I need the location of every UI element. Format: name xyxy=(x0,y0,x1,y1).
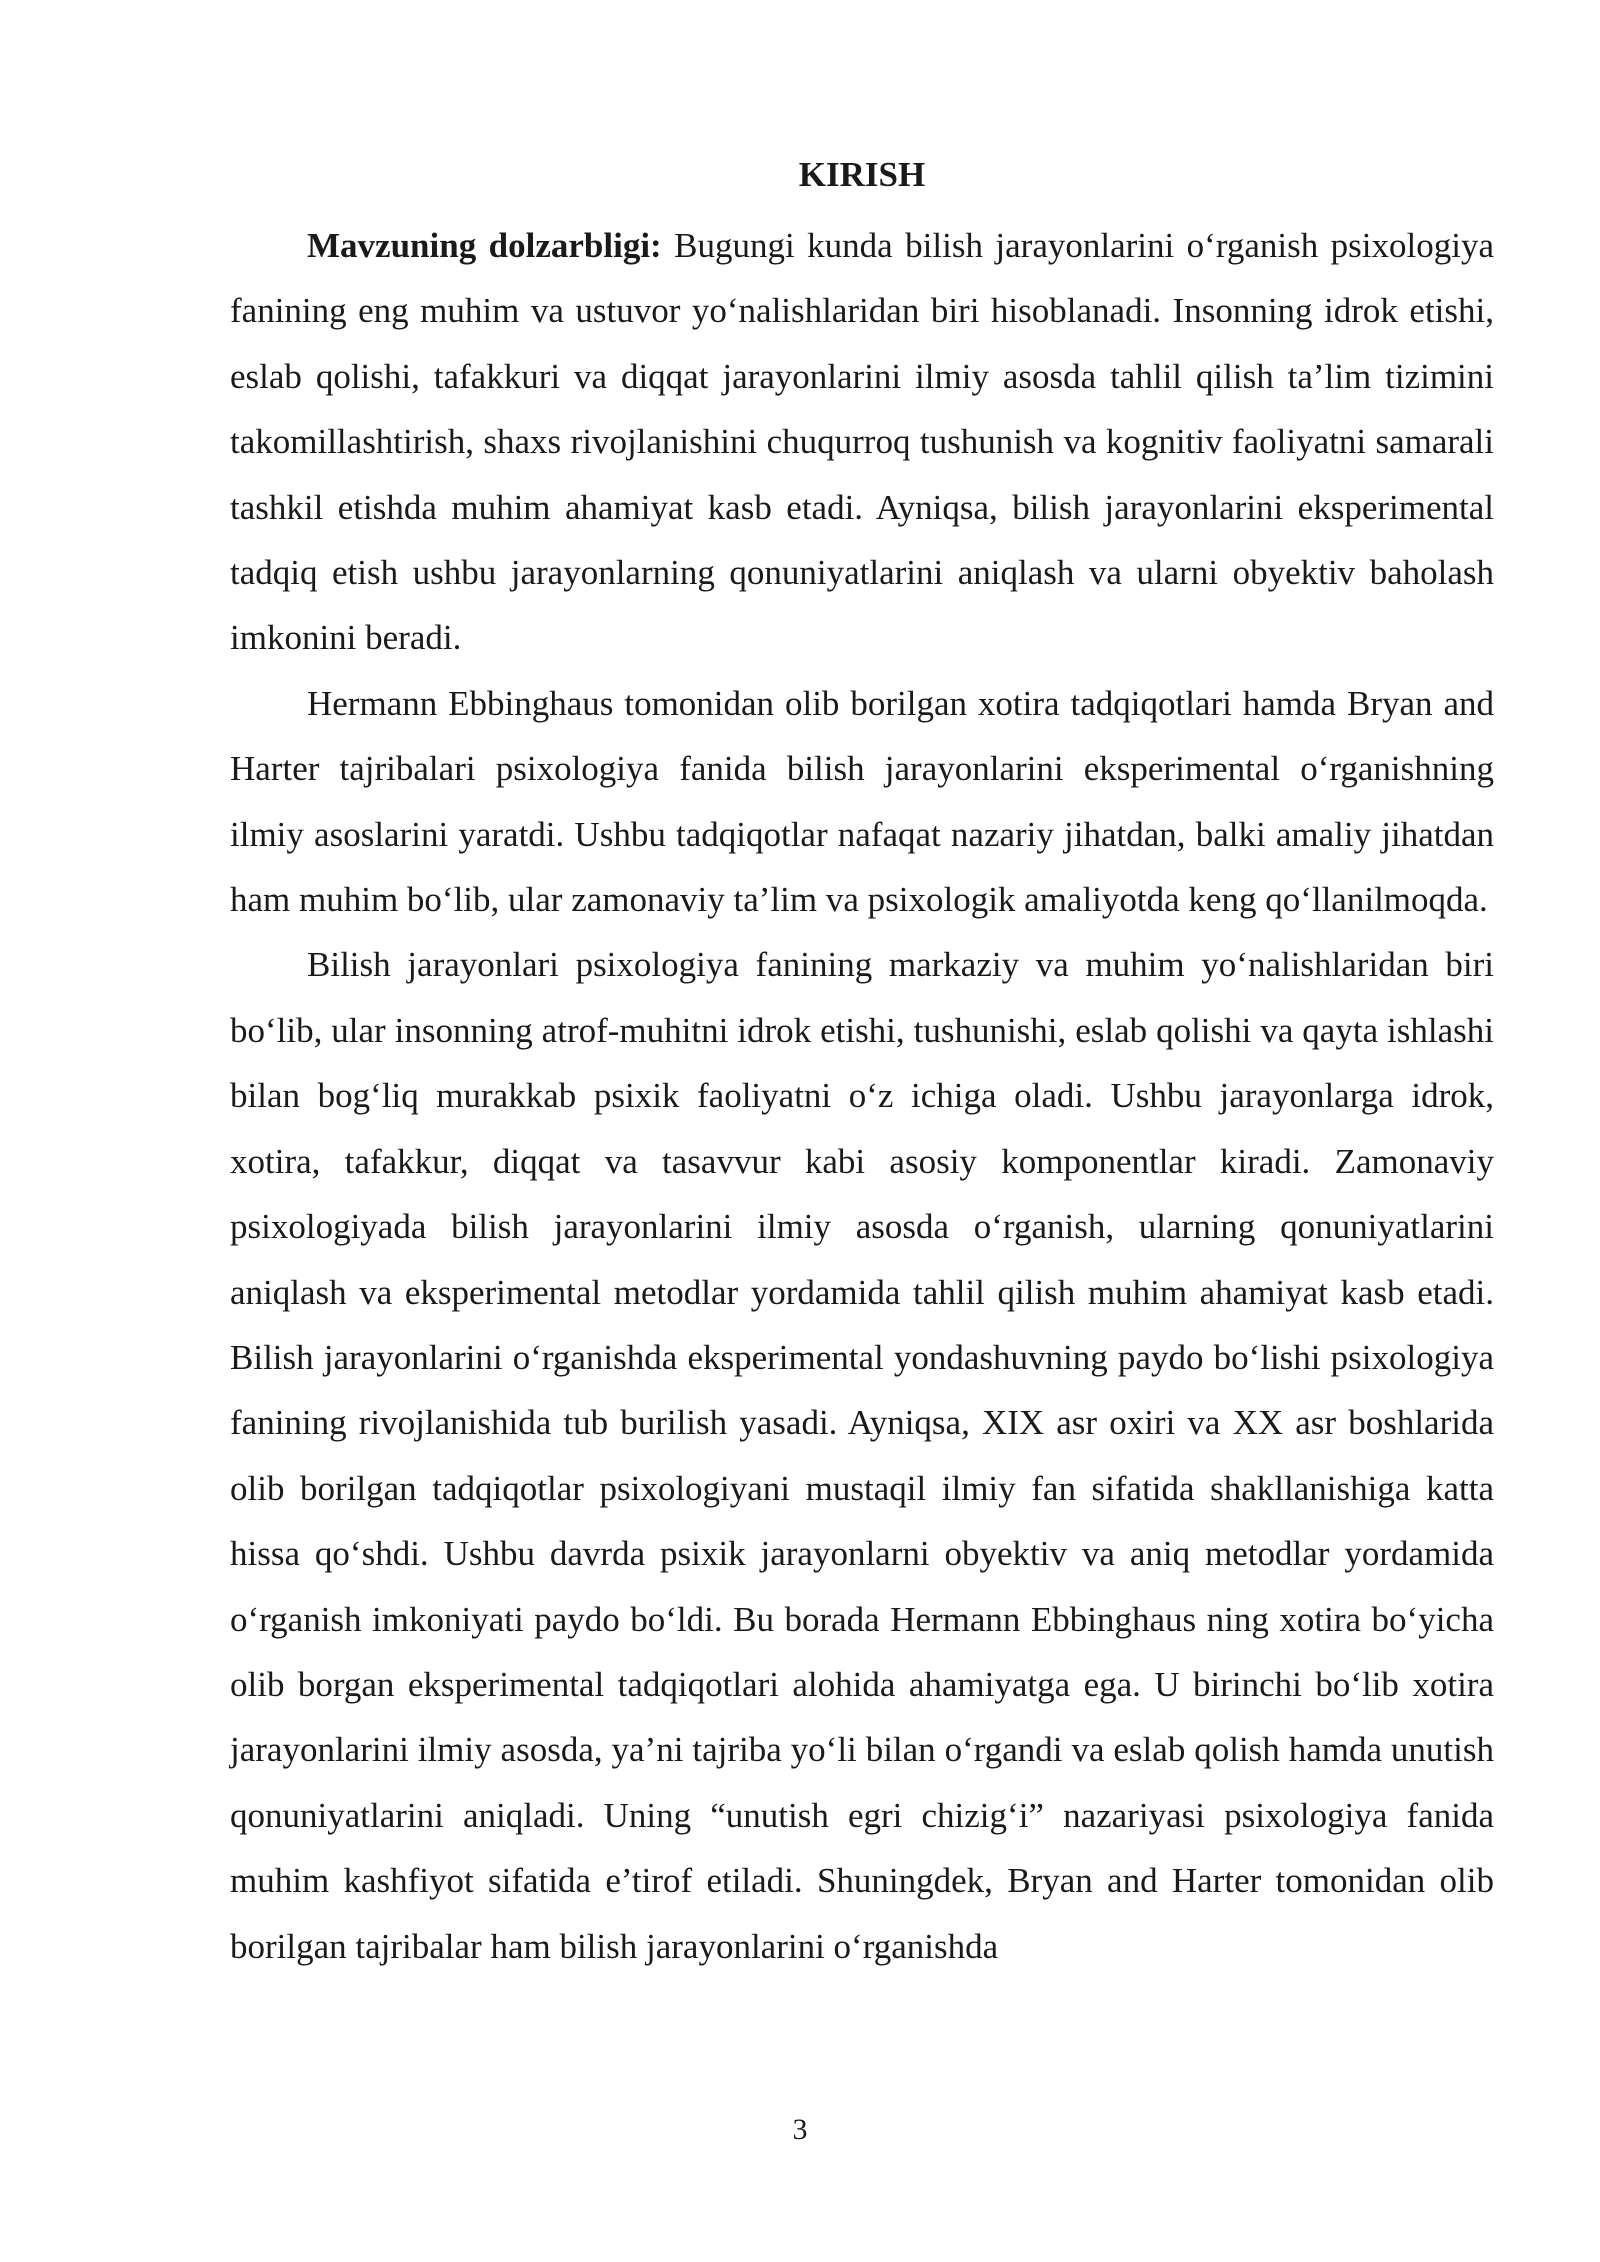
paragraph-ebbinghaus xyxy=(230,671,1494,933)
paragraph-cognitive-processes xyxy=(230,932,1494,1979)
paragraph-text: Bilish jarayonlari psixologiya fanining markaziy va muhim yo‘nalishlaridan biri bo‘lib, ular insonning atrof-muhitni idrok etishi, tushunishi, eslab qolishi va qayta ishlashi bilan bog‘liq murakkab psixik faoliyatni o‘z ichiga oladi. Ushbu jarayonlarga idrok, xotira, tafakkur, diqqat va tasavvur kabi asosiy komponentlar kiradi. Zamonaviy psixologiyada bilish jarayonlarini ilmiy asosda o‘rganish, ularning qonuniyatlarini aniqlash va eksperimental metodlar yordamida tahlil qilish muhim ahamiyat kasb etadi. Bilish jarayonlarini o‘rganishda eksperimental yondashuvning paydo bo‘lishi psixologiya fanining rivojlanishida tub burilish yasadi. Ayniqsa, XIX asr oxiri va XX asr boshlarida olib borilgan tadqiqotlar psixologiyani mustaqil ilmiy fan sifatida shakllanishiga katta hissa qo‘shdi. Ushbu davrda psixik jarayonlarni obyektiv va aniq metodlar yordamida o‘rganish imkoniyati paydo bo‘ldi. Bu borada Hermann Ebbinghaus ning xotira bo‘yicha olib borgan eksperimental tadqiqotlari alohida ahamiyatga ega. U birinchi bo‘lib xotira jarayonlarini ilmiy asosda, ya’ni tajriba yo‘li bilan o‘rgandi va eslab qolish hamda unutish qonuniyatlarini aniqladi. Uning “unutish egri chizig‘i” nazariyasi psixologiya fanida muhim kashfiyot sifatida e’tirof etiladi. Shuningdek, Bryan and Harter tomonidan olib borilgan tajribalar ham bilish jarayonlarini o‘rganishda xyxy=(230,945,1494,1966)
page-heading: KIRISH xyxy=(798,155,926,194)
paragraph-text: Hermann Ebbinghaus tomonidan olib borilgan xotira tadqiqotlari hamda Bryan and Harter tajribalari psixologiya fanida bilish jarayonlarini eksperimental o‘rganishning ilmiy asoslarini yaratdi. Ushbu tadqiqotlar nafaqat nazariy jihatdan, balki amaliy jihatdan ham muhim bo‘lib, ular zamonaviy ta’lim va psixologik amaliyotda keng qo‘llanilmoqda. xyxy=(230,683,1494,920)
paragraph-label: Mavzuning dolzarbligi: xyxy=(307,226,662,265)
paragraph-relevance xyxy=(230,213,1494,671)
page-number: 3 xyxy=(792,2113,808,2146)
paragraph-text: Bugungi kunda bilish jarayonlarini o‘rganish psixologiya fanining eng muhim va ustuvor yo‘nalishlaridan biri hisoblanadi. Insonning idrok etishi, eslab qolishi, tafakkuri va diqqat jarayonlarini ilmiy asosda tahlil qilish ta’lim tizimini takomillashtirish, shaxs rivojlanishini chuqurroq tushunish va kognitiv faoliyatni samarali tashkil etishda muhim ahamiyat kasb etadi. Ayniqsa, bilish jarayonlarini eksperimental tadqiq etish ushbu jarayonlarning qonuniyatlarini aniqlash va ularni obyektiv baholash imkonini beradi. xyxy=(230,226,1495,658)
document-page xyxy=(230,148,1494,1979)
